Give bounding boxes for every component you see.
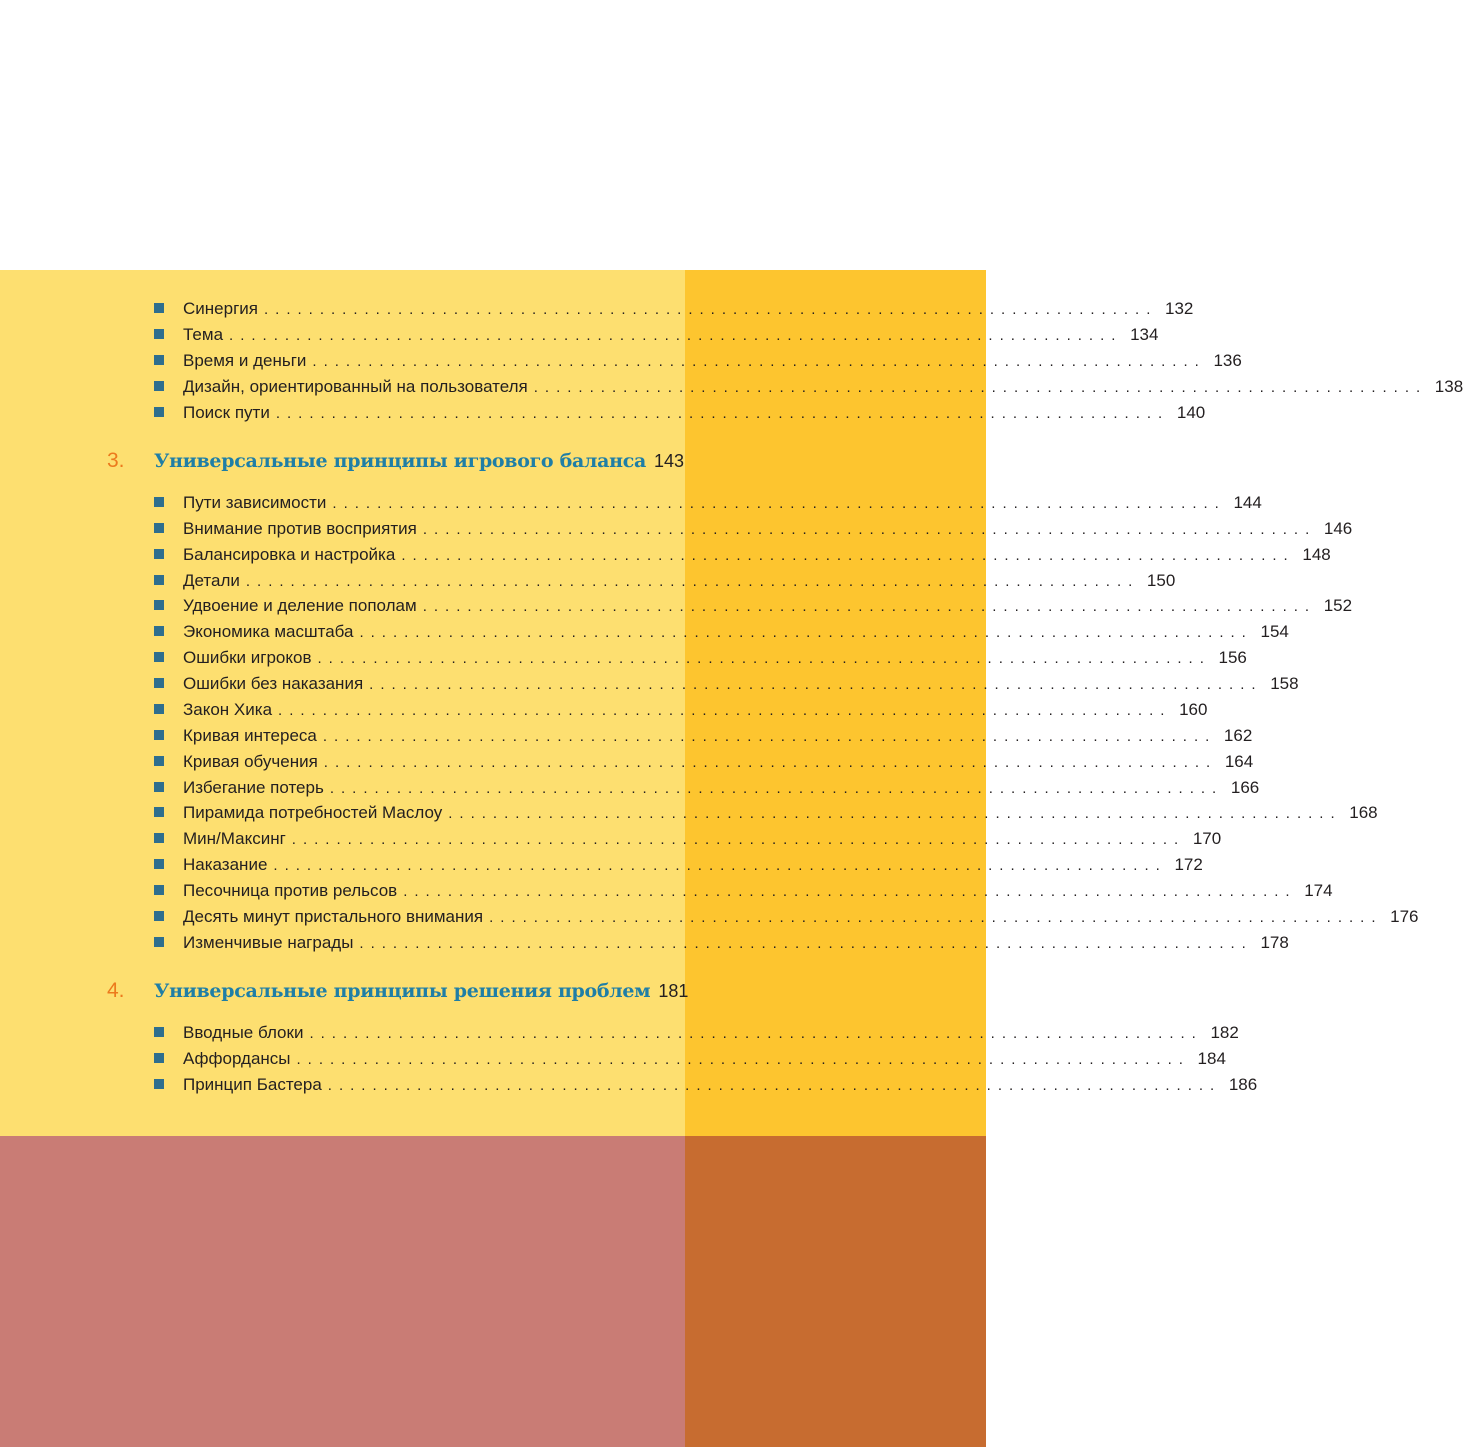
square-bullet-icon [154, 381, 164, 391]
toc-entry[interactable] [154, 853, 1203, 877]
toc-entry[interactable] [154, 801, 1378, 825]
dot-leader: ................................................................................ [422, 597, 1317, 615]
dot-leader: ................................................................................ [359, 934, 1253, 952]
toc-entry-page: 168 [1349, 803, 1378, 822]
toc-entry[interactable] [154, 931, 1289, 955]
toc-entry-title: Детали [183, 571, 240, 590]
toc-entry-title: Десять минут пристального внимания [183, 907, 484, 926]
toc-entry-title: Дизайн, ориентированный на пользователя [183, 377, 528, 396]
toc-entry-page: 160 [1179, 700, 1208, 719]
dot-leader: ................................................................................ [422, 520, 1317, 538]
toc-entry-title: Пути зависимости [183, 493, 327, 512]
toc-entry[interactable] [154, 543, 1331, 567]
toc-entry[interactable] [154, 620, 1289, 644]
toc-entry-title: Тема [183, 325, 224, 344]
toc-entry[interactable] [154, 905, 1419, 929]
square-bullet-icon [154, 652, 164, 662]
toc-entry-page: 182 [1210, 1023, 1239, 1042]
toc-entry[interactable] [154, 569, 1176, 593]
toc-entry[interactable] [154, 1073, 1258, 1097]
square-bullet-icon [154, 303, 164, 313]
dot-leader: ................................................................................ [309, 1024, 1203, 1042]
dot-leader: ................................................................................ [317, 649, 1211, 667]
toc-entry-page: 134 [1130, 325, 1159, 344]
toc-entry-title: Кривая обучения [183, 752, 318, 771]
toc-entry[interactable] [154, 646, 1247, 670]
dot-leader: ................................................................................ [263, 300, 1158, 318]
toc-entry-page: 170 [1192, 829, 1222, 848]
chapter-number: 4. [107, 979, 125, 1002]
square-bullet-icon [154, 756, 164, 766]
chapter-title: Универсальные принципы игрового баланса [154, 450, 646, 472]
dot-leader: ................................................................................ [229, 326, 1123, 344]
toc-entry[interactable] [154, 401, 1206, 425]
dot-leader: ................................................................................ [296, 1050, 1190, 1068]
toc-entry[interactable] [154, 1047, 1226, 1071]
square-bullet-icon [154, 678, 164, 688]
toc-entry[interactable] [154, 375, 1463, 399]
dot-leader: ................................................................................ [533, 378, 1428, 396]
toc-entry-title: Вводные блоки [183, 1023, 304, 1042]
toc-entry-title: Принцип Бастера [183, 1075, 322, 1094]
toc-entry-title: Наказание [183, 855, 268, 874]
toc-entry-page: 144 [1233, 493, 1262, 512]
toc-entry-page: 138 [1434, 377, 1463, 396]
toc-entry[interactable] [154, 349, 1242, 373]
chapter-page: 143 [654, 450, 685, 471]
toc-entry-title: Удвоение и деление пополам [183, 596, 417, 615]
square-bullet-icon [154, 1079, 164, 1089]
dot-leader: ................................................................................ [245, 572, 1140, 590]
toc-entry-title: Внимание против восприятия [183, 519, 417, 538]
toc-entry-page: 162 [1223, 726, 1253, 745]
toc-entry-page: 186 [1228, 1075, 1258, 1094]
toc-entry[interactable] [154, 594, 1353, 618]
toc-entry-page: 152 [1323, 596, 1353, 615]
dot-leader: ................................................................................ [327, 1076, 1222, 1094]
square-bullet-icon [154, 911, 164, 921]
dot-leader: ................................................................................ [332, 494, 1226, 512]
square-bullet-icon [154, 549, 164, 559]
toc-entry[interactable] [154, 297, 1194, 321]
toc-entry-title: Избегание потерь [183, 778, 324, 797]
toc-entry[interactable] [154, 323, 1159, 347]
chapter-page: 181 [658, 980, 689, 1001]
square-bullet-icon [154, 704, 164, 714]
dot-leader: ................................................................................ [448, 804, 1342, 822]
toc-entry-page: 156 [1218, 648, 1247, 667]
dot-leader: ................................................................................ [322, 727, 1217, 745]
dot-leader: ................................................................................ [275, 404, 1170, 422]
bottom-right-color-block [685, 1136, 986, 1447]
dot-leader: ................................................................................ [359, 623, 1253, 641]
toc-entry-page: 136 [1213, 351, 1242, 370]
chapter-heading[interactable] [107, 976, 689, 1006]
toc-entry-page: 176 [1390, 907, 1419, 926]
toc-entry[interactable] [154, 879, 1333, 903]
square-bullet-icon [154, 626, 164, 636]
toc-entry-title: Кривая интереса [183, 726, 317, 745]
toc-entry-title: Поиск пути [183, 403, 270, 422]
square-bullet-icon [154, 575, 164, 585]
square-bullet-icon [154, 730, 164, 740]
toc-entry-title: Балансировка и настройка [183, 545, 396, 564]
chapter-number: 3. [107, 449, 125, 472]
top-white-band [0, 0, 986, 270]
toc-entry-page: 158 [1270, 674, 1299, 693]
toc-entry-title: Ошибки без наказания [183, 674, 364, 693]
toc-entry-title: Пирамида потребностей Маслоу [183, 803, 443, 822]
dot-leader: ................................................................................ [489, 908, 1383, 926]
dot-leader: ................................................................................ [329, 779, 1224, 797]
toc-entry[interactable] [154, 1021, 1239, 1045]
bottom-left-color-block [0, 1136, 685, 1447]
toc-entry-title: Закон Хика [183, 700, 273, 719]
dot-leader: ................................................................................ [278, 701, 1172, 719]
toc-entry-page: 184 [1197, 1049, 1226, 1068]
square-bullet-icon [154, 937, 164, 947]
square-bullet-icon [154, 1027, 164, 1037]
chapter-heading[interactable] [107, 446, 685, 476]
dot-leader: ................................................................................ [401, 546, 1295, 564]
toc-entry[interactable] [154, 672, 1299, 696]
toc-entry-page: 178 [1260, 933, 1289, 952]
square-bullet-icon [154, 807, 164, 817]
dot-leader: ................................................................................ [291, 830, 1186, 848]
toc-entry-title: Мин/Максинг [183, 829, 286, 848]
toc-entry-title: Изменчивые награды [183, 933, 354, 952]
toc-entry[interactable] [154, 517, 1353, 541]
square-bullet-icon [154, 859, 164, 869]
toc-entry-title: Песочница против рельсов [183, 881, 398, 900]
toc-entry-page: 148 [1302, 545, 1331, 564]
square-bullet-icon [154, 600, 164, 610]
square-bullet-icon [154, 329, 164, 339]
square-bullet-icon [154, 407, 164, 417]
square-bullet-icon [154, 355, 164, 365]
square-bullet-icon [154, 497, 164, 507]
toc-entry-title: Время и деньги [183, 351, 307, 370]
toc-entry-title: Ошибки игроков [183, 648, 312, 667]
toc-entry-page: 146 [1323, 519, 1353, 538]
toc-entry-page: 166 [1230, 778, 1260, 797]
table-of-contents [0, 270, 1463, 1136]
square-bullet-icon [154, 523, 164, 533]
square-bullet-icon [154, 885, 164, 895]
dot-leader: ................................................................................ [273, 856, 1167, 874]
toc-entry-page: 150 [1146, 571, 1176, 590]
toc-entry-page: 174 [1304, 881, 1333, 900]
dot-leader: ................................................................................ [323, 753, 1218, 771]
toc-entry-title: Синергия [183, 299, 258, 318]
square-bullet-icon [154, 782, 164, 792]
toc-entry-title: Аффордансы [183, 1049, 291, 1068]
toc-entry-title: Экономика масштаба [183, 622, 354, 641]
toc-entry[interactable] [154, 724, 1253, 748]
dot-leader: ................................................................................ [369, 675, 1263, 693]
toc-entry-page: 132 [1165, 299, 1194, 318]
dot-leader: ................................................................................ [403, 882, 1297, 900]
toc-entry-page: 164 [1224, 752, 1254, 771]
toc-entry[interactable] [154, 750, 1254, 774]
toc-entry-page: 154 [1260, 622, 1289, 641]
chapter-title: Универсальные принципы решения проблем [154, 980, 651, 1002]
square-bullet-icon [154, 1053, 164, 1063]
toc-entry[interactable] [154, 827, 1222, 851]
toc-entry[interactable] [154, 491, 1262, 515]
square-bullet-icon [154, 833, 164, 843]
toc-entry-page: 140 [1176, 403, 1206, 422]
toc-entry-page: 172 [1174, 855, 1203, 874]
dot-leader: ................................................................................ [312, 352, 1206, 370]
toc-entry[interactable] [154, 698, 1208, 722]
toc-entry[interactable] [154, 776, 1260, 800]
